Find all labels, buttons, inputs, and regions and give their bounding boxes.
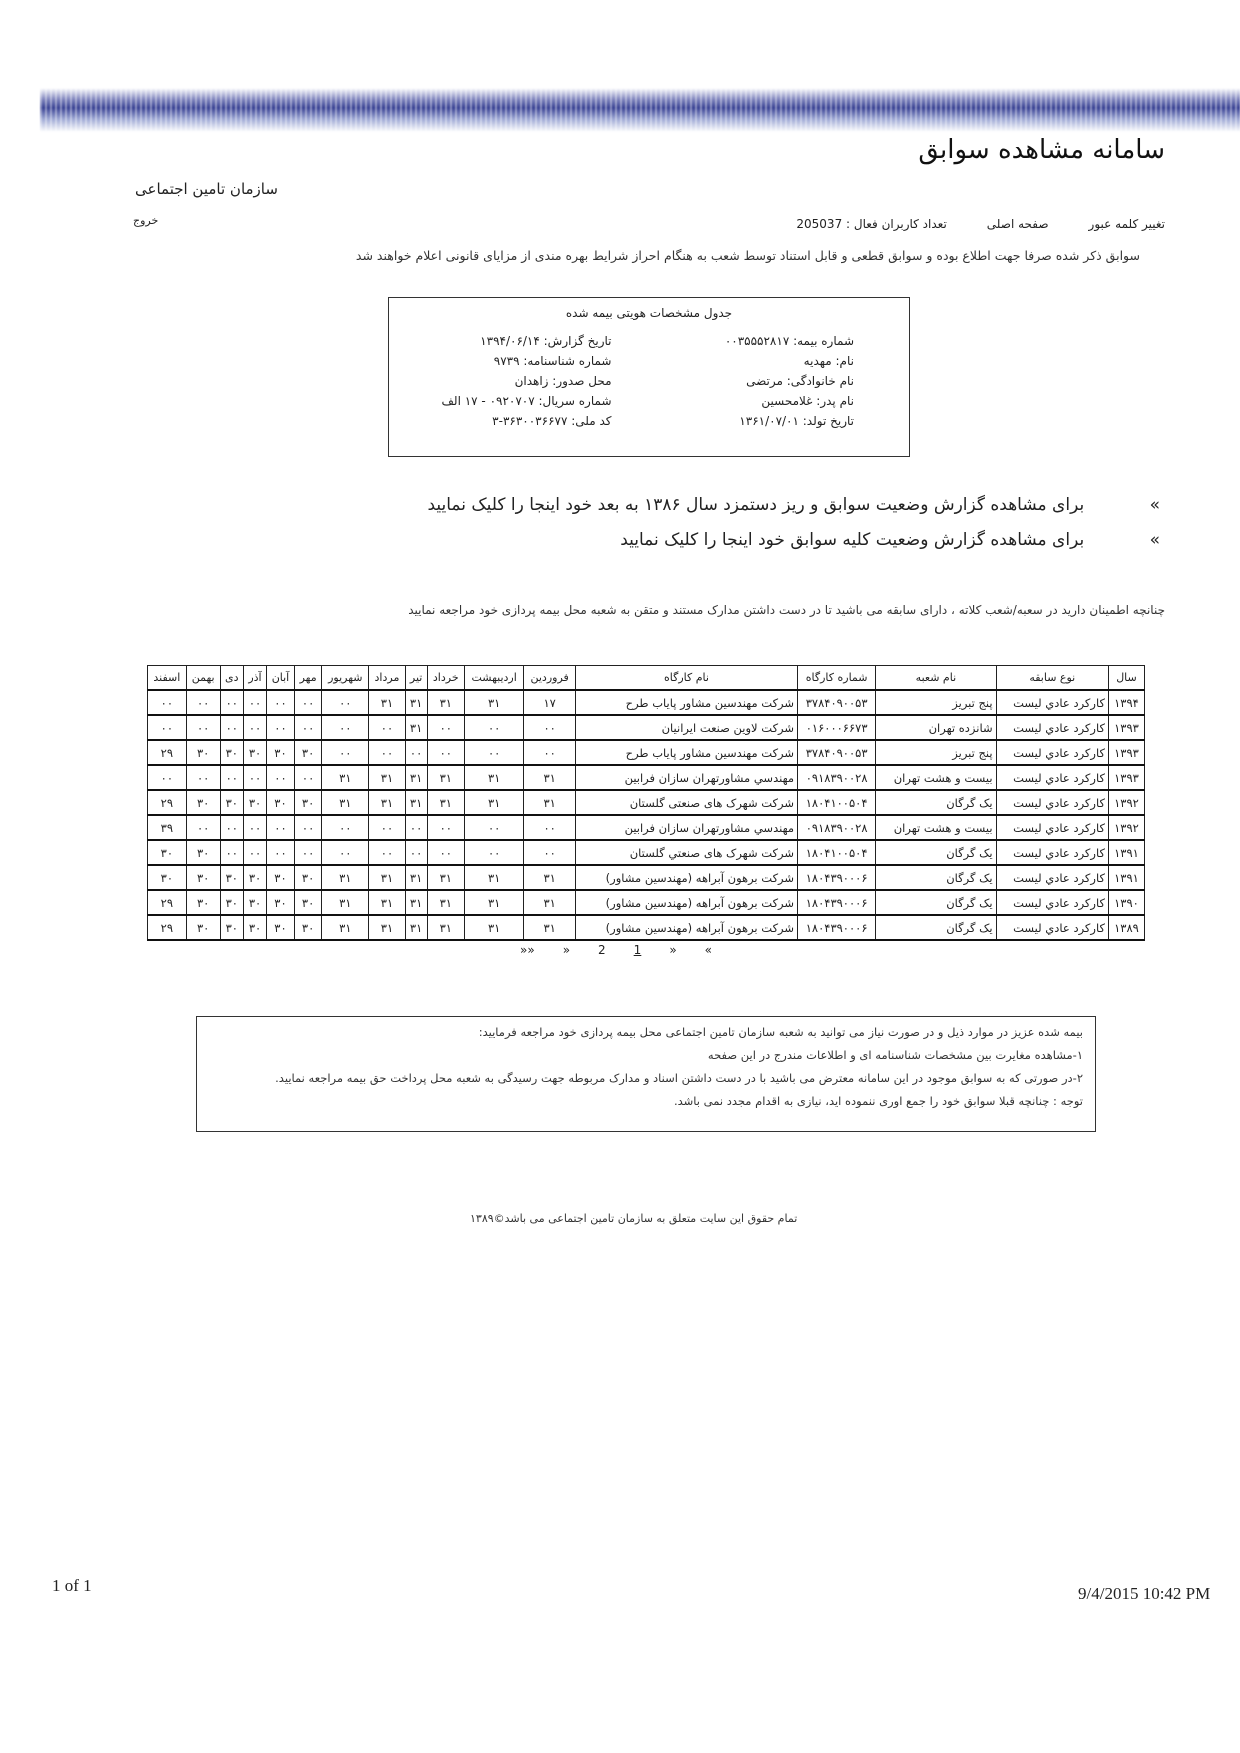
table-cell: ۱۳۹۲	[1108, 815, 1144, 840]
table-cell: ۰۰	[524, 715, 576, 740]
table-cell: یک گرگان	[876, 840, 996, 865]
table-cell: ۳۱	[322, 790, 369, 815]
table-cell: شرکت برهون آبراهه (مهندسین مشاور)	[575, 865, 797, 890]
page-count: 1 of 1	[52, 1576, 92, 1595]
table-cell: ۳۱	[369, 865, 405, 890]
table-cell: ۳۱	[322, 915, 369, 940]
table-cell: ۰۰	[186, 815, 220, 840]
table-cell: شانزده تهران	[876, 715, 996, 740]
table-cell: ۰۰	[322, 715, 369, 740]
change-password-link[interactable]: تغییر کلمه عبور	[1088, 217, 1165, 231]
table-cell: ۰۰	[294, 840, 321, 865]
table-cell: ۳۰	[294, 790, 321, 815]
table-cell: ۳۰	[267, 865, 295, 890]
table-cell: ۳۰	[220, 915, 243, 940]
table-row	[148, 865, 1145, 890]
table-cell: یک گرگان	[876, 890, 996, 915]
table-cell: ۳۱	[322, 865, 369, 890]
table-cell: ۰۰	[294, 715, 321, 740]
table-cell: ۰۰	[322, 815, 369, 840]
table-cell: ۳۰	[243, 740, 266, 765]
table-cell: ۳۱	[464, 865, 524, 890]
table-cell: ۳۱	[405, 890, 427, 915]
table-cell: یک گرگان	[876, 915, 996, 940]
table-cell: ۳۱	[427, 915, 464, 940]
guidance-text: چنانچه اطمینان دارید در سعبه/شعب کلاته ، دارای سابقه می باشید تا در دست داشتن مدارک مستند و متقن به شعبه محل بیمه پردازی خود مراجعه نمایید	[408, 603, 1165, 617]
table-cell: ۳۰	[186, 915, 220, 940]
table-cell: ۰۰	[148, 715, 187, 740]
table-cell: ۰۰	[427, 715, 464, 740]
column-header: مهر	[294, 666, 321, 691]
table-cell: ۳۰	[148, 865, 187, 890]
table-cell: ۳۱	[464, 790, 524, 815]
table-cell: ۱۷	[524, 690, 576, 715]
column-header: آبان	[267, 666, 295, 691]
table-cell: کارکرد عادي ليست	[996, 890, 1108, 915]
table-cell: ۰۰	[294, 765, 321, 790]
table-cell: ۳۰	[294, 865, 321, 890]
table-row	[148, 915, 1145, 940]
table-cell: ۰۰	[267, 765, 295, 790]
table-cell: ۰۰	[243, 690, 266, 715]
table-cell: ۳۱	[405, 690, 427, 715]
table-cell: ۳۰	[186, 865, 220, 890]
table-cell: ۰۰	[405, 740, 427, 765]
table-cell: ۰۰	[267, 690, 295, 715]
column-header: نوع سابقه	[996, 666, 1108, 691]
pagination	[520, 943, 712, 957]
table-cell: ۱۸۰۴۳۹۰۰۰۶	[798, 890, 876, 915]
table-row	[148, 840, 1145, 865]
table-cell: ۳۰	[220, 865, 243, 890]
pager-next[interactable]: »	[562, 943, 571, 957]
table-cell: ۳۱	[405, 790, 427, 815]
table-cell: ۳۱	[524, 790, 576, 815]
info-item-1: ۱-مشاهده مغایرت بین مشخصات شناسنامه ای و اطلاعات مندرج در این صفحه	[707, 1048, 1083, 1062]
table-cell: ۳۱	[524, 890, 576, 915]
table-cell: شرکت شهرک های صنعتی گلستان	[575, 790, 797, 815]
table-cell: پنج تبریز	[876, 690, 996, 715]
table-cell: ۰۰	[322, 740, 369, 765]
table-cell: شرکت برهون آبراهه (مهندسین مشاور)	[575, 915, 797, 940]
info-note: توجه : چنانچه قبلا سوابق خود را جمع اوری ننموده اید، نیازی به اقدام مجدد نمی باشد.	[673, 1094, 1083, 1108]
table-cell: ۰۰	[243, 765, 266, 790]
table-cell: ۰۰	[369, 815, 405, 840]
table-cell: ۰۰	[464, 815, 524, 840]
issue-place: محل صدور: زاهدان	[514, 374, 612, 388]
table-cell: ۰۰	[186, 690, 220, 715]
table-cell: ۳۰	[243, 890, 266, 915]
table-cell: ۰۰	[524, 815, 576, 840]
table-row	[148, 715, 1145, 740]
home-link[interactable]: صفحه اصلی	[986, 217, 1049, 231]
table-cell: ۳۰	[186, 840, 220, 865]
table-cell: ۰۰	[294, 690, 321, 715]
table-cell: ۳۰	[243, 790, 266, 815]
table-cell: ۱۳۹۳	[1108, 765, 1144, 790]
report-all-link[interactable]: برای مشاهده گزارش وضعیت کلیه سوابق خود اینجا را کلیک نمایید	[620, 530, 1085, 550]
table-cell: ۰۰	[267, 815, 295, 840]
id-number: شماره شناسنامه: ۹۷۳۹	[493, 354, 612, 368]
table-cell: ۰۰	[369, 840, 405, 865]
table-cell: ۰۰	[148, 765, 187, 790]
table-cell: ۰۰	[243, 715, 266, 740]
identity-table	[388, 297, 910, 457]
table-cell: کارکرد عادي ليست	[996, 765, 1108, 790]
table-cell: ۳۱	[405, 915, 427, 940]
print-timestamp: 9/4/2015 10:42 PM	[1078, 1584, 1211, 1603]
table-cell: ۱۳۸۹	[1108, 915, 1144, 940]
table-cell: ۳۱	[427, 865, 464, 890]
table-cell: ۳۱	[405, 865, 427, 890]
table-cell: ۱۳۹۳	[1108, 740, 1144, 765]
table-cell: ۱۳۹۱	[1108, 840, 1144, 865]
column-header: فروردین	[524, 666, 576, 691]
pager-page-1[interactable]: 1	[633, 943, 642, 957]
table-cell: کارکرد عادي ليست	[996, 815, 1108, 840]
table-cell: ۳۰	[267, 740, 295, 765]
table-row	[148, 690, 1145, 715]
table-cell: ۳۰	[294, 740, 321, 765]
table-cell: ۳۱	[427, 690, 464, 715]
table-cell: شرکت لاوین صنعت ایرانیان	[575, 715, 797, 740]
table-cell: ۱۸۰۴۱۰۰۵۰۴	[798, 840, 876, 865]
table-cell: ۰۰	[220, 840, 243, 865]
table-cell: ۰۰	[464, 715, 524, 740]
table-cell: ۱۸۰۴۱۰۰۵۰۴	[798, 790, 876, 815]
table-cell: ۰۰	[427, 840, 464, 865]
table-cell: ۰۰	[267, 715, 295, 740]
table-cell: ۳۰	[220, 740, 243, 765]
table-cell: مهندسي مشاورتهران سازان فرابين	[575, 815, 797, 840]
table-cell: ۳۰	[267, 890, 295, 915]
table-cell: بیست و هشت تهران	[876, 815, 996, 840]
table-cell: ۰۰	[294, 815, 321, 840]
table-cell: ۰۰	[220, 815, 243, 840]
table-cell: کارکرد عادي ليست	[996, 865, 1108, 890]
table-cell: ۱۳۹۰	[1108, 890, 1144, 915]
table-cell: ۳۰	[186, 790, 220, 815]
table-cell: ۰۰	[369, 740, 405, 765]
table-cell: ۰۰	[405, 840, 427, 865]
table-cell: ۳۰	[220, 790, 243, 815]
identity-table-title: جدول مشخصات هویتی بیمه شده	[565, 306, 733, 320]
disclaimer-notice: سوابق ذکر شده صرفا جهت اطلاع بوده و سوابق قطعی و قابل استناد توسط شعب به هنگام احراز شرایط بهره مندی از مزایای قانونی اعلام خواهند شد	[355, 248, 1140, 263]
father-name: نام پدر: غلامحسین	[761, 394, 854, 408]
table-cell: ۰۰	[186, 715, 220, 740]
table-row	[148, 890, 1145, 915]
table-cell: کارکرد عادي ليست	[996, 740, 1108, 765]
table-cell: ۰۰	[220, 765, 243, 790]
table-cell: ۳۱	[524, 865, 576, 890]
table-cell: ۰۰	[464, 840, 524, 865]
report-all-row	[620, 530, 1160, 550]
table-cell: ۰۰	[427, 740, 464, 765]
report-date: تاریخ گزارش: ۱۳۹۴/۰۶/۱۴	[480, 334, 612, 348]
column-header: نام شعبه	[876, 666, 996, 691]
table-cell: ۳۱	[369, 790, 405, 815]
table-cell: ۳۱	[524, 765, 576, 790]
table-cell: ۱۸۰۴۳۹۰۰۰۶	[798, 915, 876, 940]
table-cell: ۳۰	[148, 840, 187, 865]
table-cell: ۳۱	[427, 765, 464, 790]
table-cell: ۳۱	[464, 765, 524, 790]
table-cell: ۰۱۶۰۰۰۶۶۷۳	[798, 715, 876, 740]
column-header: مرداد	[369, 666, 405, 691]
table-cell: شرکت مهندسین مشاور پایاب طرح	[575, 690, 797, 715]
info-intro: بیمه شده عزیز در موارد ذیل و در صورت نیاز می توانید به شعبه سازمان تامین اجتماعی محل بیمه پردازی خود مراجعه فرمایید:	[478, 1025, 1083, 1039]
table-cell: ۳۰	[186, 740, 220, 765]
table-cell: ۰۰	[186, 765, 220, 790]
table-cell: ۰۰	[267, 840, 295, 865]
table-cell: ۳۱	[322, 765, 369, 790]
table-cell: کارکرد عادي ليست	[996, 790, 1108, 815]
copyright: تمام حقوق این سایت متعلق به سازمان تامین اجتماعی می باشد©۱۳۸۹	[470, 1212, 798, 1225]
table-row	[148, 790, 1145, 815]
table-row	[148, 740, 1145, 765]
bullet-icon: »	[1149, 530, 1160, 550]
table-cell: شرکت شهرک های صنعتي گلستان	[575, 840, 797, 865]
table-cell: شرکت مهندسین مشاور پایاب طرح	[575, 740, 797, 765]
table-cell: ۰۰	[243, 840, 266, 865]
column-header: آذر	[243, 666, 266, 691]
pager-prev[interactable]: »	[669, 943, 677, 957]
birth-date: تاریخ تولد: ۱۳۶۱/۰۷/۰۱	[739, 414, 854, 428]
table-cell: ۳۱	[405, 765, 427, 790]
first-name: نام: مهدیه	[803, 354, 854, 368]
table-cell: ۲۹	[148, 890, 187, 915]
column-header: اسفند	[148, 666, 187, 691]
table-cell: ۲۹	[148, 915, 187, 940]
column-header: شماره کارگاه	[798, 666, 876, 691]
table-cell: ۳۷۸۴۰۹۰۰۵۳	[798, 690, 876, 715]
table-cell: کارکرد عادي ليست	[996, 715, 1108, 740]
logout-link[interactable]: خروج	[133, 214, 159, 227]
table-cell: ۳۱	[427, 890, 464, 915]
table-row	[148, 765, 1145, 790]
table-row	[148, 815, 1145, 840]
table-cell: ۰۰	[322, 840, 369, 865]
table-cell: کارکرد عادي ليست	[996, 840, 1108, 865]
history-table	[147, 665, 1145, 941]
table-cell: ۳۰	[186, 890, 220, 915]
table-cell: ۳۰	[267, 790, 295, 815]
table-cell: ۰۹۱۸۳۹۰۰۲۸	[798, 815, 876, 840]
active-users-count: تعداد کاربران فعال : 205037	[796, 217, 947, 231]
table-cell: ۲۹	[148, 790, 187, 815]
table-cell: ۳۰	[243, 865, 266, 890]
table-cell: ۳۰	[294, 890, 321, 915]
table-cell: ۰۰	[243, 815, 266, 840]
table-cell: شرکت برهون آبراهه (مهندسین مشاور)	[575, 890, 797, 915]
column-header: اردیبهشت	[464, 666, 524, 691]
table-cell: ۰۰	[405, 815, 427, 840]
report-since-1386-link[interactable]: برای مشاهده گزارش وضعیت سوابق و ریز دستمزد سال ۱۳۸۶ به بعد خود اینجا را کلیک نمایید	[427, 495, 1085, 515]
table-cell: ۰۰	[524, 740, 576, 765]
table-cell: ۳۰	[267, 915, 295, 940]
national-code: کد ملی: ۳۶۳۰۰۳۶۶۷۷-۳	[492, 414, 612, 428]
column-header: نام کارگاه	[575, 666, 797, 691]
info-item-2: ۲-در صورتی که به سوابق موجود در این سامانه معترض می باشید با در دست داشتن اسناد و مدارک مربوطه جهت رسیدگی به شعبه محل پرداخت حق بیمه مراجعه نمایید.	[275, 1071, 1083, 1085]
table-cell: ۳۱	[524, 915, 576, 940]
table-cell: ۳۹	[148, 815, 187, 840]
table-cell: ۳۱	[405, 715, 427, 740]
pager-last[interactable]: »»	[520, 943, 535, 957]
table-cell: ۳۱	[464, 890, 524, 915]
column-header: دی	[220, 666, 243, 691]
insurance-number: شماره بیمه: ۰۰۳۵۵۵۲۸۱۷	[724, 334, 854, 348]
column-header: شهریور	[322, 666, 369, 691]
info-box	[196, 1016, 1096, 1132]
table-cell: ۰۰	[464, 740, 524, 765]
column-header: تیر	[405, 666, 427, 691]
table-cell: یک گرگان	[876, 790, 996, 815]
table-cell: پنج تبریز	[876, 740, 996, 765]
column-header: بهمن	[186, 666, 220, 691]
top-nav	[796, 217, 1165, 231]
last-name: نام خانوادگی: مرتضی	[746, 374, 854, 388]
table-cell: ۳۱	[322, 890, 369, 915]
table-cell: ۳۱	[464, 690, 524, 715]
table-cell: ۱۳۹۲	[1108, 790, 1144, 815]
table-cell: ۰۰	[427, 815, 464, 840]
table-cell: ۳۰	[294, 915, 321, 940]
table-cell: ۰۰	[220, 715, 243, 740]
table-cell: ۱۳۹۴	[1108, 690, 1144, 715]
table-cell: کارکرد عادي ليست	[996, 690, 1108, 715]
table-cell: ۰۰	[322, 690, 369, 715]
column-header: خرداد	[427, 666, 464, 691]
org-title: سازمان تامین اجتماعی	[135, 180, 278, 198]
table-cell: ۰۰	[220, 690, 243, 715]
table-cell: ۳۱	[369, 890, 405, 915]
table-cell: ۳۰	[220, 890, 243, 915]
serial-number: شماره سریال: ۰۹۲۰۷۰۷ - ۱۷ الف	[441, 394, 612, 408]
table-cell: یک گرگان	[876, 865, 996, 890]
table-cell: ۰۰	[369, 715, 405, 740]
report-since-1386-row	[427, 495, 1160, 515]
table-cell: ۲۹	[148, 740, 187, 765]
table-cell: مهندسي مشاورتهران سازان فرابين	[575, 765, 797, 790]
table-cell: ۳۷۸۴۰۹۰۰۵۳	[798, 740, 876, 765]
table-cell: ۳۱	[464, 915, 524, 940]
header-banner	[40, 88, 1240, 132]
table-cell: ۳۱	[369, 690, 405, 715]
table-cell: ۰۹۱۸۳۹۰۰۲۸	[798, 765, 876, 790]
table-cell: ۱۸۰۴۳۹۰۰۰۶	[798, 865, 876, 890]
system-title: سامانه مشاهده سوابق	[918, 135, 1165, 165]
table-cell: ۳۱	[427, 790, 464, 815]
table-cell: ۳۱	[369, 765, 405, 790]
table-cell: ۰۰	[524, 840, 576, 865]
table-cell: کارکرد عادي ليست	[996, 915, 1108, 940]
bullet-icon: »	[1149, 495, 1160, 515]
table-cell: ۱۳۹۱	[1108, 865, 1144, 890]
table-cell: بیست و هشت تهران	[876, 765, 996, 790]
pager-page-2[interactable]: 2	[598, 943, 606, 957]
table-cell: ۳۰	[243, 915, 266, 940]
table-cell: ۳۱	[369, 915, 405, 940]
table-cell: ۱۳۹۳	[1108, 715, 1144, 740]
table-cell: ۰۰	[148, 690, 187, 715]
pager-first[interactable]: «	[704, 943, 712, 957]
column-header: سال	[1108, 666, 1144, 691]
